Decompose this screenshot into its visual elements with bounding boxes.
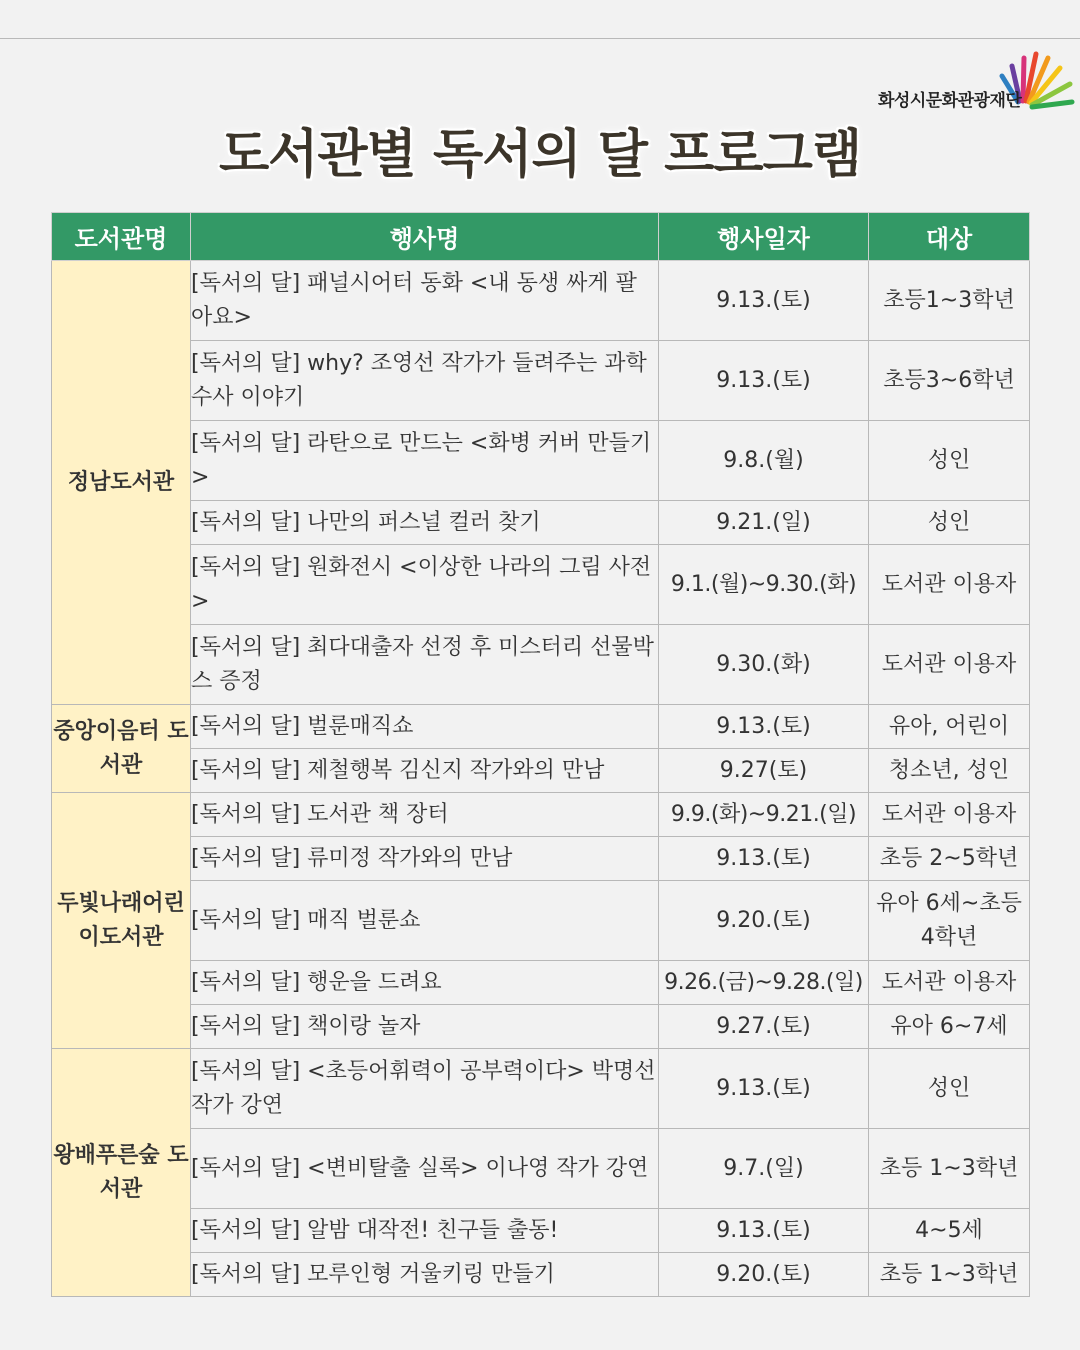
- table-row: [52, 1253, 1030, 1297]
- library-name: 두빛나래어린이도서관: [52, 793, 191, 1049]
- event-name: [독서의 달] 패널시어터 동화 <내 동생 싸게 팔아요>: [191, 261, 659, 341]
- event-target: 도서관 이용자: [869, 961, 1030, 1005]
- event-date: 9.13.(토): [659, 1209, 869, 1253]
- header-event: 행사명: [191, 213, 659, 261]
- event-date: 9.13.(토): [659, 341, 869, 421]
- table-row: [52, 1129, 1030, 1209]
- event-target: 청소년, 성인: [869, 749, 1030, 793]
- header-target: 대상: [869, 213, 1030, 261]
- event-date: 9.9.(화)~9.21.(일): [659, 793, 869, 837]
- table-row: [52, 1049, 1030, 1129]
- table-row: [52, 421, 1030, 501]
- event-date: 9.1.(월)~9.30.(화): [659, 545, 869, 625]
- table-row: [52, 793, 1030, 837]
- event-date: 9.27.(토): [659, 1005, 869, 1049]
- library-name: 왕배푸른숲 도서관: [52, 1049, 191, 1297]
- event-name: [독서의 달] why? 조영선 작가가 들려주는 과학수사 이야기: [191, 341, 659, 421]
- table-row: [52, 1005, 1030, 1049]
- event-date: 9.21.(일): [659, 501, 869, 545]
- event-target: 초등 2~5학년: [869, 837, 1030, 881]
- event-name: [독서의 달] <초등어휘력이 공부력이다> 박명선 작가 강연: [191, 1049, 659, 1129]
- table-row: [52, 341, 1030, 421]
- event-target: 유아, 어린이: [869, 705, 1030, 749]
- table-row: [52, 961, 1030, 1005]
- event-date: 9.13.(토): [659, 261, 869, 341]
- event-name: [독서의 달] 원화전시 <이상한 나라의 그림 사전>: [191, 545, 659, 625]
- table-row: [52, 837, 1030, 881]
- event-name: [독서의 달] 류미정 작가와의 만남: [191, 837, 659, 881]
- event-name: [독서의 달] 최다대출자 선정 후 미스터리 선물박스 증정: [191, 625, 659, 705]
- event-date: 9.30.(화): [659, 625, 869, 705]
- table-row: [52, 625, 1030, 705]
- top-divider: [0, 38, 1080, 39]
- event-name: [독서의 달] 모루인형 거울키링 만들기: [191, 1253, 659, 1297]
- event-target: 성인: [869, 1049, 1030, 1129]
- table-row: [52, 749, 1030, 793]
- event-date: 9.13.(토): [659, 705, 869, 749]
- page-title: 도서관별 독서의 달 프로그램: [218, 125, 862, 185]
- event-name: [독서의 달] 나만의 퍼스널 컬러 찾기: [191, 501, 659, 545]
- event-date: 9.20.(토): [659, 881, 869, 961]
- header-library: 도서관명: [52, 213, 191, 261]
- table-row: [52, 501, 1030, 545]
- event-date: 9.8.(월): [659, 421, 869, 501]
- event-target: 초등3~6학년: [869, 341, 1030, 421]
- table-row: [52, 261, 1030, 341]
- event-target: 성인: [869, 501, 1030, 545]
- event-target: 도서관 이용자: [869, 625, 1030, 705]
- event-date: 9.13.(토): [659, 1049, 869, 1129]
- event-date: 9.13.(토): [659, 837, 869, 881]
- table-row: [52, 881, 1030, 961]
- event-target: 4~5세: [869, 1209, 1030, 1253]
- event-name: [독서의 달] 매직 벌룬쇼: [191, 881, 659, 961]
- event-date: 9.7.(일): [659, 1129, 869, 1209]
- event-name: [독서의 달] 라탄으로 만드는 <화병 커버 만들기>: [191, 421, 659, 501]
- event-target: 초등 1~3학년: [869, 1129, 1030, 1209]
- event-name: [독서의 달] 행운을 드려요: [191, 961, 659, 1005]
- library-name: 중앙이음터 도서관: [52, 705, 191, 793]
- event-name: [독서의 달] 벌룬매직쇼: [191, 705, 659, 749]
- program-table: [51, 212, 1030, 1297]
- event-name: [독서의 달] 제철행복 김신지 작가와의 만남: [191, 749, 659, 793]
- event-target: 성인: [869, 421, 1030, 501]
- table-row: [52, 545, 1030, 625]
- event-date: 9.26.(금)~9.28.(일): [659, 961, 869, 1005]
- event-name: [독서의 달] <변비탈출 실록> 이나영 작가 강연: [191, 1129, 659, 1209]
- event-target: 초등 1~3학년: [869, 1253, 1030, 1297]
- org-logo: [870, 44, 1076, 114]
- event-name: [독서의 달] 책이랑 놀자: [191, 1005, 659, 1049]
- event-target: 유아 6세~초등 4학년: [869, 881, 1030, 961]
- table-row: [52, 1209, 1030, 1253]
- header-date: 행사일자: [659, 213, 869, 261]
- event-date: 9.20.(토): [659, 1253, 869, 1297]
- event-name: [독서의 달] 도서관 책 장터: [191, 793, 659, 837]
- event-target: 초등1~3학년: [869, 261, 1030, 341]
- event-target: 유아 6~7세: [869, 1005, 1030, 1049]
- event-name: [독서의 달] 알밤 대작전! 친구들 출동!: [191, 1209, 659, 1253]
- event-date: 9.27(토): [659, 749, 869, 793]
- org-name: 화성시문화관광재단: [878, 91, 1022, 111]
- event-target: 도서관 이용자: [869, 545, 1030, 625]
- event-target: 도서관 이용자: [869, 793, 1030, 837]
- table-header-row: [52, 213, 1030, 261]
- table-row: [52, 705, 1030, 749]
- library-name: 정남도서관: [52, 261, 191, 705]
